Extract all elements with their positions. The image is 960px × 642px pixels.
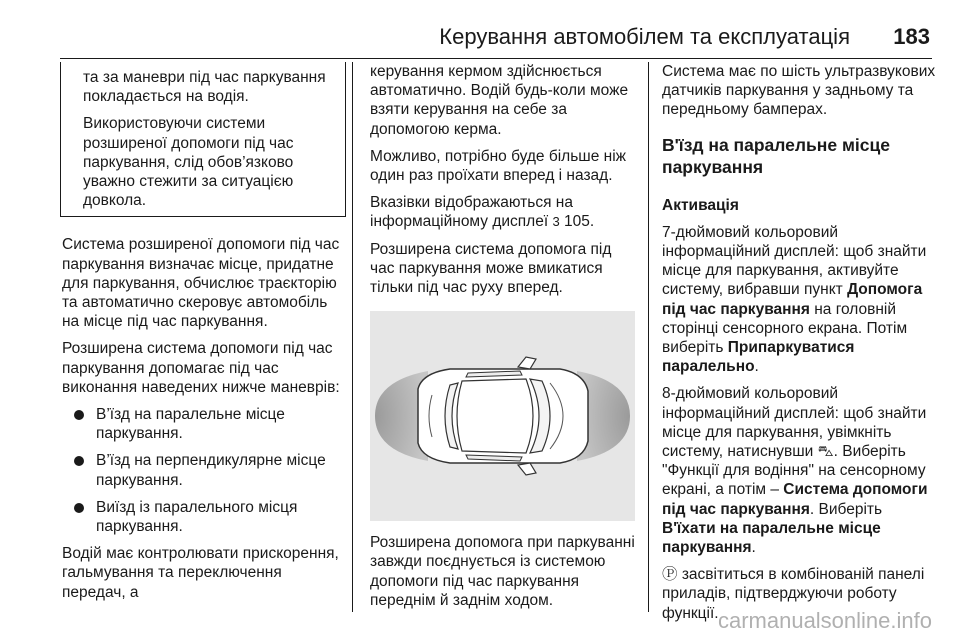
list-item (62, 405, 344, 443)
paragraph-text: 8-дюймовий кольоровий інформаційний дисплей: щоб знайти місце для паркування, увімкніть систему, натиснувши (662, 385, 927, 461)
page-reference[interactable]: 105. (564, 213, 595, 231)
paragraph (370, 193, 635, 231)
page-reference-icon[interactable]: 3 (552, 214, 560, 230)
paragraph-text: . (751, 539, 756, 557)
paragraph: Водій має контролювати прискорення, гальмування та переключення передач, а (62, 545, 339, 601)
bullet-icon (74, 503, 84, 513)
paragraph-text: на головній сторінці сенсорного екрана. Потім виберіть (662, 300, 908, 357)
paragraph (662, 384, 937, 557)
column-divider-1 (352, 62, 353, 612)
parking-indicator-icon: Ⓟ (662, 566, 678, 584)
paragraph: Розширена система допомоги під час паркування допомагає під час виконання наведених нижче маневрів: (62, 340, 340, 396)
menu-item-name: В'їхати на паралельне місце паркування (662, 519, 881, 557)
paragraph (662, 223, 937, 377)
paragraph: Розширена система допомога під час паркування може вмикатися тільки під час руху вперед. (370, 240, 612, 297)
paragraph: Система розширеної допомоги під час паркування визначає місце, придатне для паркування, обчислює траєкторію та автоматично скеровує автомобіль на місце під час паркування. (62, 236, 340, 331)
column-2 (370, 62, 635, 618)
menu-item-name: Система допомоги під час паркування (662, 481, 928, 518)
list-item-text: В’їзд на перпендикулярне місце паркування. (96, 452, 326, 489)
column-1 (62, 62, 344, 610)
paragraph-text: . Виберіть (809, 500, 883, 518)
caution-text-1: та за маневри під час паркування покладається на водія. (83, 69, 326, 106)
header-rule (60, 58, 932, 59)
paragraph: керування кермом здійснюється автоматично. Водій будь-коли може взяти керування на себе за допомогою керма. (370, 63, 629, 138)
watermark: carmanualsonline.info (717, 608, 932, 633)
menu-item-name: Припаркуватися паралельно (662, 339, 855, 376)
bullet-icon (74, 456, 84, 466)
column-divider-2 (648, 62, 649, 612)
caution-note-box (60, 62, 346, 217)
figure-caption: Розширена допомога при паркуванні завжди поєднується із системою допомоги під час паркування переднім й заднім ходом. (370, 534, 635, 609)
bullet-icon (74, 410, 84, 420)
list-item (62, 451, 344, 489)
car-settings-icon: ⛍ (817, 443, 834, 461)
list-item (62, 498, 344, 536)
paragraph-text: 7-дюймовий кольоровий інформаційний дисплей: щоб знайти місце для паркування, активуйте систему, вибравши пункт (662, 223, 927, 299)
paragraph-text: засвітиться в комбінованій панелі приладів, підтверджуючи роботу функції. (662, 566, 925, 622)
paragraph: Система має по шість ультразвукових датчиків паркування у задньому та передньому бамперах. (662, 63, 936, 119)
caution-text-2: Використовуючи системи розширеної допомоги під час паркування, слід обов’язково уважно стежити за ситуацією довкола. (83, 115, 294, 210)
paragraph-text: . Виберіть "Функції для водіння" на сенсорному екрані, а потім – (662, 443, 926, 499)
paragraph-text: . (754, 358, 759, 376)
list-item-text: В’їзд на паралельне місце паркування. (96, 406, 285, 443)
menu-item-name: Допомога під час паркування (662, 281, 923, 318)
page-number: 183 (893, 24, 930, 49)
parking-sensor-illustration (370, 311, 635, 521)
column-3 (662, 62, 937, 631)
list-item-text: Виїзд із паралельного місця паркування. (96, 498, 298, 536)
paragraph: Можливо, потрібно буде більше ніж один раз проїхати вперед і назад. (370, 147, 627, 185)
header-title: Керування автомобілем та експлуатація (439, 24, 850, 49)
car-top-view-icon (370, 311, 635, 521)
paragraph-text: Вказівки відображаються на інформаційному дисплеї (370, 194, 573, 231)
section-heading: В'їзд на паралельне місце паркування (662, 134, 890, 177)
subheading: Активація (662, 196, 739, 214)
